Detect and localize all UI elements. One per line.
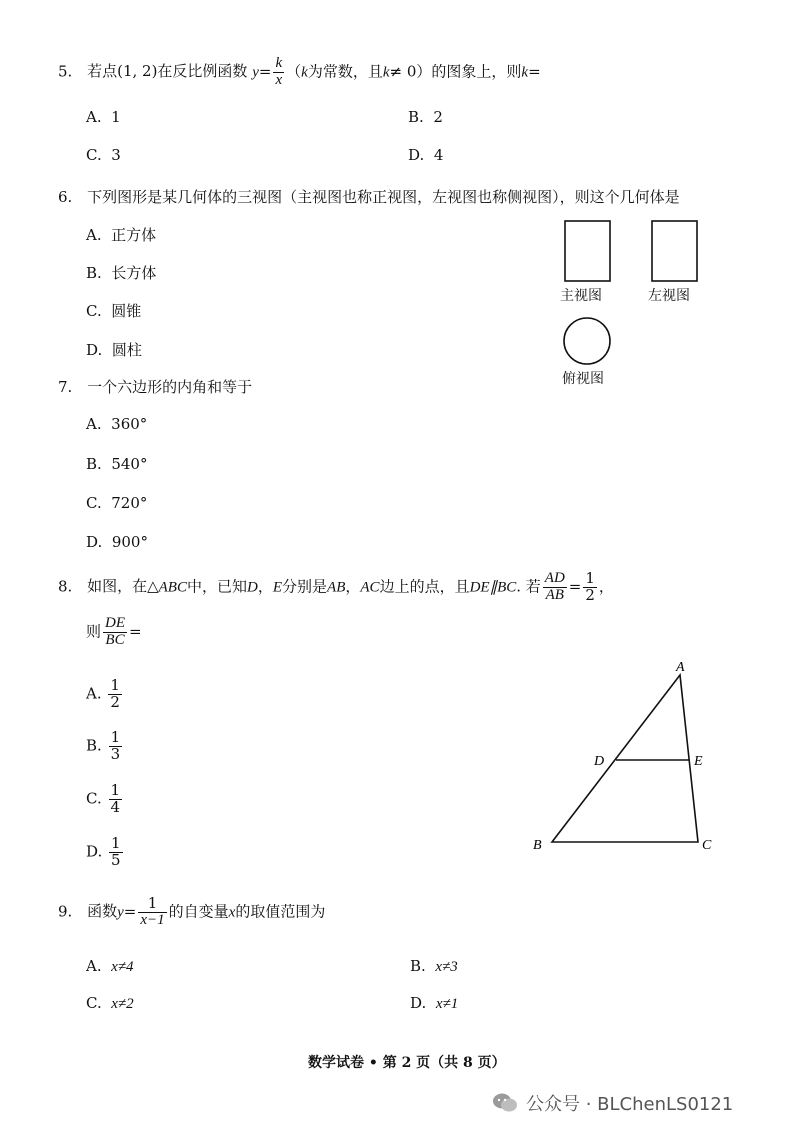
triangle-figure bbox=[520, 655, 730, 860]
left-view-rect bbox=[652, 221, 697, 281]
option-a: A. 1 bbox=[86, 108, 121, 126]
question-7-stem: 7. 一个六边形的内角和等于 bbox=[58, 378, 253, 396]
watermark-text: 公众号 · BLChenLS0121 bbox=[526, 1094, 734, 1115]
top-view-label: 俯视图 bbox=[562, 371, 604, 387]
option-a: A. $\frac{1}{2}$ bbox=[86, 676, 120, 711]
front-view-label: 主视图 bbox=[560, 288, 602, 304]
option-b: B. x≠3 bbox=[410, 957, 458, 975]
option-b: B. 2 bbox=[408, 108, 443, 126]
option-c: C. $\frac{1}{4}$ bbox=[86, 781, 121, 816]
option-d: D. x≠1 bbox=[410, 994, 459, 1012]
wechat-icon bbox=[492, 1092, 518, 1114]
page-footer: 数学试卷 • 第 2 页（共 8 页） bbox=[308, 1055, 506, 1071]
option-d: D. $\frac{1}{5}$ bbox=[86, 834, 121, 869]
option-a: A. 正方体 bbox=[86, 226, 157, 244]
option-b: B. $\frac{1}{3}$ bbox=[86, 728, 121, 763]
option-c: C. 圆锥 bbox=[86, 302, 142, 320]
question-6-stem: 6. 下列图形是某几何体的三视图（主视图也称正视图，左视图也称侧视图），则这个几何体是 bbox=[58, 188, 680, 206]
vertex-label-a: A bbox=[676, 660, 685, 675]
question-text: 若点(1, 2)在反比例函数 bbox=[87, 62, 248, 81]
fraction: $\frac{1}{x-1}$ bbox=[140, 894, 165, 928]
watermark bbox=[492, 1090, 733, 1116]
vertex-label-e: E bbox=[694, 754, 703, 769]
option-b: B. 长方体 bbox=[86, 264, 157, 282]
vertex-label-d: D bbox=[594, 754, 605, 769]
question-number: 9. bbox=[58, 902, 73, 921]
triangle-abc bbox=[552, 675, 698, 842]
left-view-label: 左视图 bbox=[648, 288, 690, 304]
fraction: $\frac{DE}{BC}$ bbox=[105, 615, 126, 648]
question-number: 8. bbox=[58, 577, 73, 596]
question-number: 6. bbox=[58, 188, 73, 206]
question-9-stem: 9. 函数y= $\frac{1}{x-1}$ 的自变量x的取值范围为 bbox=[58, 894, 326, 928]
question-8-line2: 则 $\frac{DE}{BC}$ = bbox=[86, 615, 142, 648]
option-d: D. 900° bbox=[86, 533, 148, 551]
fraction: $\frac{1}{2}$ bbox=[585, 569, 595, 604]
question-5-stem: 5. 若点(1, 2)在反比例函数 y= $\frac{k}{x}$ （k为常数，且k≠ 0）的图象上，则k= bbox=[58, 55, 541, 88]
top-view-circle bbox=[564, 318, 610, 364]
front-view-rect bbox=[565, 221, 610, 281]
option-d: D. 圆柱 bbox=[86, 341, 142, 359]
fraction: $\frac{AD}{AB}$ bbox=[544, 570, 565, 603]
option-c: C. x≠2 bbox=[86, 994, 134, 1012]
question-number: 7. bbox=[58, 378, 73, 396]
option-a: A. 360° bbox=[86, 415, 148, 433]
option-c: C. 720° bbox=[86, 494, 148, 512]
option-a: A. x≠4 bbox=[86, 957, 134, 975]
vertex-label-b: B bbox=[533, 838, 542, 853]
fraction: $\frac{k}{x}$ bbox=[275, 55, 283, 88]
question-number: 5. bbox=[58, 62, 73, 81]
option-c: C. 3 bbox=[86, 146, 121, 164]
vertex-label-c: C bbox=[702, 838, 712, 853]
question-8-stem: 8. 如图，在△ABC中，已知D，E分别是AB，AC边上的点，且DE∥BC. 若 $\frac{AD}{AB}$ = $\frac{1}{2}$ ， bbox=[58, 569, 614, 604]
option-d: D. 4 bbox=[408, 146, 444, 164]
option-b: B. 540° bbox=[86, 455, 148, 473]
